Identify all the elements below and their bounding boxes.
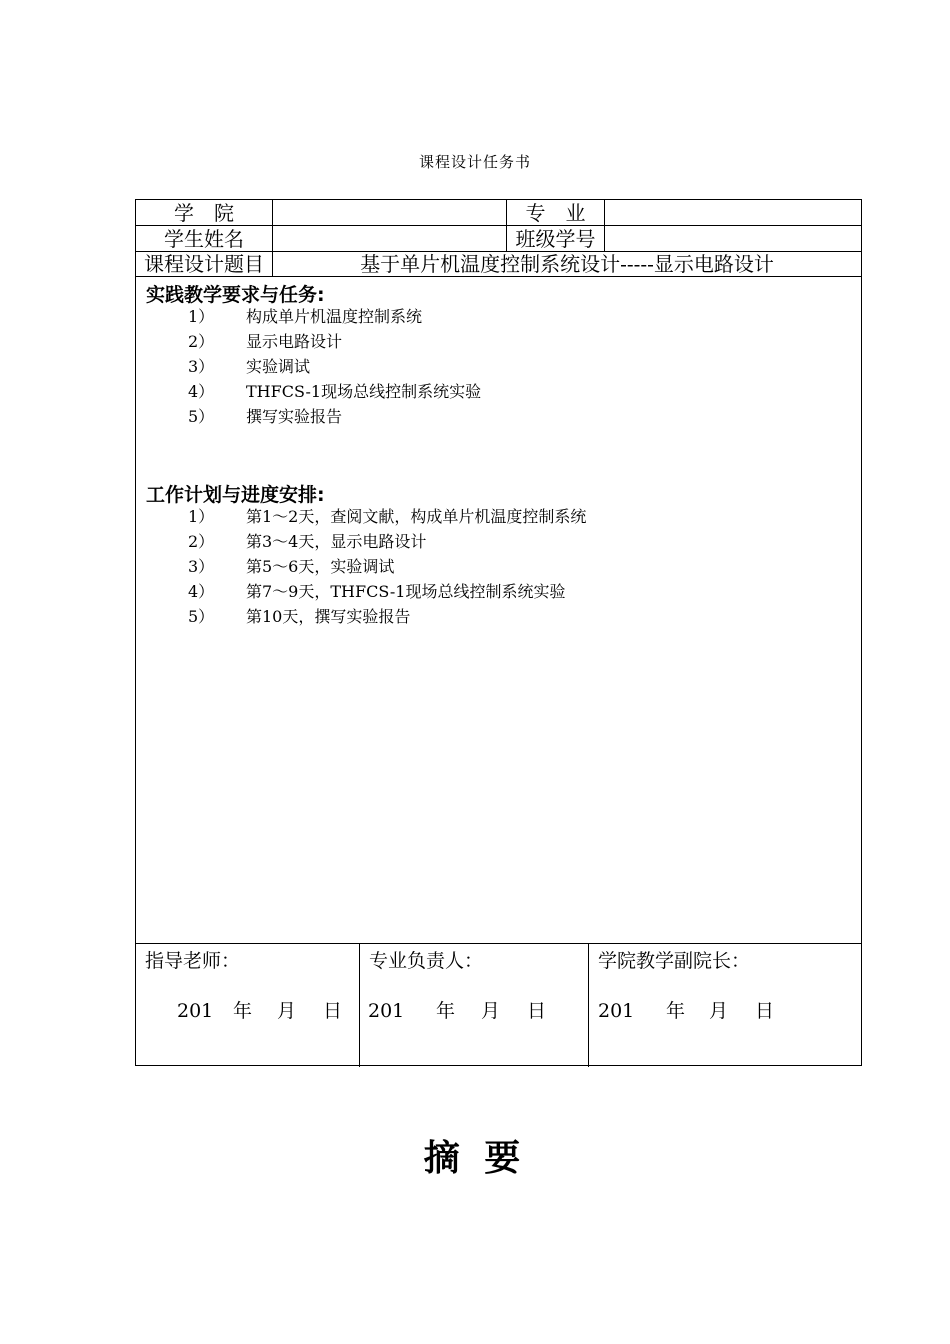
column-divider (359, 943, 360, 1067)
column-divider (588, 943, 589, 1067)
major-label: 专 业 (525, 200, 586, 225)
date-day-unit: 日 (755, 1000, 775, 1022)
student-name-label: 学生姓名 (164, 226, 244, 251)
advisor-date (177, 996, 342, 1023)
requirements-title: 实践教学要求与任务: (146, 284, 325, 306)
date-month-unit: 月 (709, 1000, 729, 1022)
vice-dean-date (598, 996, 774, 1023)
date-day-unit: 日 (527, 1000, 547, 1022)
class-id-label: 班级学号 (515, 226, 596, 251)
schedule-title: 工作计划与进度安排: (146, 484, 325, 506)
abstract-heading: 摘 要 (423, 1138, 527, 1179)
major-head-date (368, 996, 546, 1023)
date-day-unit: 日 (323, 1000, 343, 1022)
date-month-unit: 月 (481, 1000, 501, 1022)
date-month-unit: 月 (277, 1000, 297, 1022)
row-divider (136, 943, 861, 944)
date-year: 201 (368, 1000, 405, 1022)
date-year-unit: 年 (233, 1000, 253, 1022)
college-value[interactable] (273, 200, 506, 225)
advisor-signature-label: 指导老师： (145, 950, 241, 972)
major-value[interactable] (605, 200, 861, 225)
vice-dean-signature-label: 学院教学副院长： (598, 950, 751, 972)
date-year: 201 (177, 1000, 214, 1022)
student-name-value[interactable] (273, 226, 506, 251)
class-id-value[interactable] (605, 226, 861, 251)
topic-label: 课程设计题目 (144, 252, 264, 276)
row-divider (136, 276, 861, 277)
date-year-unit: 年 (666, 1000, 686, 1022)
major-head-signature-label: 专业负责人： (369, 950, 484, 972)
date-year-unit: 年 (436, 1000, 456, 1022)
task-form-table: 学 院 专 业 学生姓名 班级学号 课程设计题目 基于单片机温度控制系统设计-----显示电路设计 实践教学要求与任务: 1） 构成单片机温度控制系统 2） 显示电路设计 3） 实验调试 4） THFCS-1现场总线控制系统实验 5） 撰写实验报告 工作计划与进度安排: 1） 第1～2天，查阅文献，构成单片机温度控制系统 2） 第3～4天，显示电路设计 3） 第5～6天，实验调试 4） 第7～9天，THFCS-1现场总线控制系统实验 5） 第10天，撰写实验报告 (135, 199, 862, 1066)
document-title: 课程设计任务书 (418, 153, 531, 171)
college-label: 学 院 (174, 200, 234, 225)
topic-value: 基于单片机温度控制系统设计-----显示电路设计 (360, 252, 774, 276)
date-year: 201 (598, 1000, 635, 1022)
